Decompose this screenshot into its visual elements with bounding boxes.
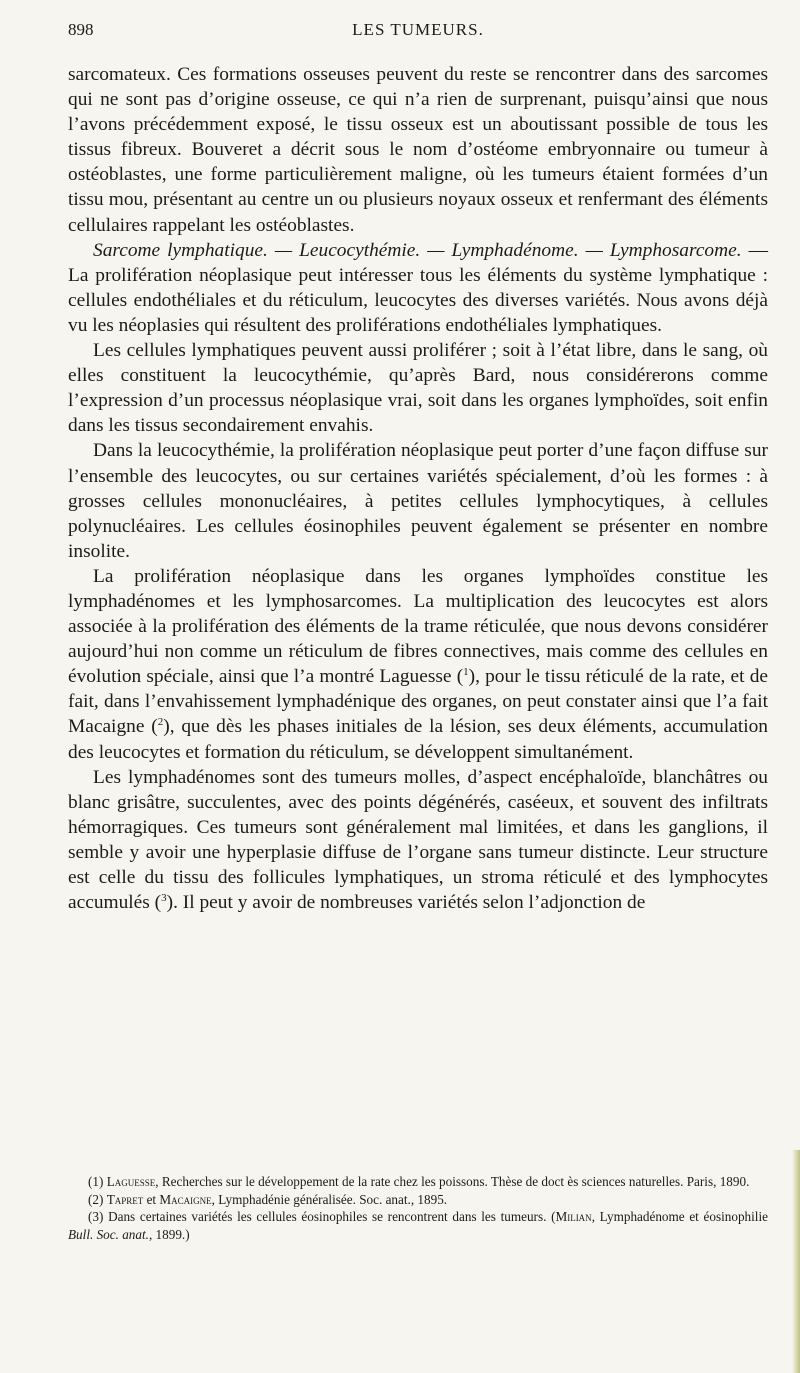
footnote-text: Dans certaines variétés les cellules éosinophiles se rencontrent dans les tumeurs. ( (108, 1209, 556, 1225)
footnote-mark: 2 (92, 1191, 99, 1207)
paragraph: Dans la leucocythémie, la prolifération néoplasique peut porter d’une façon diffuse sur l’ensemble des leucocytes, ou sur certaines variétés spécialement, d’où les formes : à grosses cellules mononucléaires, à petites cellules lymphocytiques, à cellules polynucléaires. Les cellules éosinophiles peuvent également se présenter en nombre insolite. (68, 440, 768, 562)
paragraph: sarcomateux. Ces formations osseuses peuvent du reste se rencontrer dans des sarcomes qui ne sont pas d’origine osseuse, ce qui n’a rien de surprenant, puisqu’ainsi que nous l’avons précédemment exposé, le tissu osseux est un aboutissant possible de tous les tissus fibreux. Bouveret a décrit sous le nom d’ostéome embryonnaire ou tumeur à ostéoblastes, une forme particulièrement maligne, où les tumeurs étaient formées d’un tissu mou, présentant au centre un ou plusieurs noyaux osseux et renfermant des éléments cellulaires rappelant les ostéoblastes. (68, 64, 768, 236)
footnote-author: Milian (555, 1209, 592, 1225)
paragraph: Les cellules lymphatiques peuvent aussi proliférer ; soit à l’état libre, dans le sang, où elles constituent la leucocythémie, qu’après Bard, nous considérerons comme l’expression d’un processus néoplasique vrai, soit dans les organes lymphoïdes, soit enfin dans les tissus secondairement envahis. (68, 340, 768, 437)
paragraph-text: ), que dès les phases initiales de la lésion, ses deux éléments, accumulation des leucocytes et formation du réticulum, se développent simultanément. (68, 716, 768, 763)
footnote-text: , Lymphadénome et éosinophilie (591, 1209, 768, 1225)
paragraph-text: Les lymphadénomes sont des tumeurs molles, d’aspect encéphaloïde, blanchâtres ou blanc grisâtre, succulentes, avec des points dégénérés, caséeux, et souvent des infiltrats hémorragiques. Ces tumeurs sont généralement mal limitées, et dans les ganglions, il semble y avoir une hyperplasie diffuse de l’organe sans tumeur distincte. Leur structure est celle du tissu des follicules lymphatiques, un stroma réticulé et des lymphocytes accumulés ( (68, 766, 768, 914)
footnote-text: et (143, 1191, 160, 1207)
running-header (68, 20, 768, 46)
footnote-ref: 1 (463, 666, 469, 679)
footnote-text: , Lymphadénie généralisée. Soc. anat., 1895. (211, 1191, 448, 1207)
footnote-ref: 2 (157, 716, 164, 729)
paragraph-text: ), pour le tissu réticulé de la rate, et de fait, dans l’envahissement lymphadénique des organes, on peut constater ainsi que l’a fait Macaigne ( (68, 666, 768, 738)
footnote-text: , Recherches sur le développement de la rate chez les poissons. Thèse de doct ès sciences naturelles. Paris, 1890. (155, 1174, 750, 1189)
footnote-author: Macaigne (159, 1191, 212, 1207)
page-edge-shadow (792, 1150, 800, 1373)
section-paragraph (68, 238, 768, 338)
body-text (68, 62, 768, 915)
footnote: (1) Laguesse, Recherches sur le développement de la rate chez les poissons. Thèse de doct ès sciences naturelles. Paris, 1890. (88, 1174, 750, 1189)
footnote-author: Laguesse (106, 1174, 156, 1189)
footnote-author: Tapret (106, 1191, 144, 1207)
section-heading: Sarcome lymphatique. — Leucocythémie. — Lymphadénome. — Lymphosarcome. (93, 239, 742, 261)
paragraph-text: ). Il peut y avoir de nombreuses variétés selon l’adjonction de (166, 892, 646, 914)
footnote-text: , 1899.) (148, 1226, 190, 1242)
footnotes (68, 1173, 768, 1243)
footnote: (3) Dans certaines variétés les cellules éosinophiles se rencontrent dans les tumeurs. (Milian, Lymphadénome et éosinophilie Bull. Soc. anat., 1899.) (68, 1209, 768, 1242)
footnote-ref: 3 (161, 892, 167, 905)
paragraph-text: La prolifération néoplasique dans les organes lymphoïdes constitue les lymphadénomes et les lymphosarcomes. La multiplication des leucocytes est alors associée à la prolifération des éléments de la trame réticulée, que nous devons considérer aujourd’hui non comme un réticulum de fibres connectives, mais comme des cellules en évolution spéciale, ainsi que l’a montré Laguesse ( (68, 565, 768, 688)
footnote-mark: 1 (92, 1174, 99, 1189)
paragraph (68, 765, 768, 916)
footnote: (2) Tapret et Macaigne, Lymphadénie généralisée. Soc. anat., 1895. (88, 1191, 448, 1207)
footnote-journal: Bull. Soc. anat. (68, 1226, 149, 1242)
running-title: LES TUMEURS. (352, 20, 484, 39)
page-number: 898 (68, 20, 94, 39)
paragraph (68, 564, 768, 765)
paragraph-text: — La prolifération néoplasique peut intéresser tous les éléments du système lymphatique : cellules endothéliales et du réticulum, leucocytes des diverses variétés. Nous avons déjà vu les néoplasies qui résultent des proliférations endothéliales lymphatiques. (68, 239, 768, 336)
footnote-mark: 3 (92, 1209, 99, 1225)
